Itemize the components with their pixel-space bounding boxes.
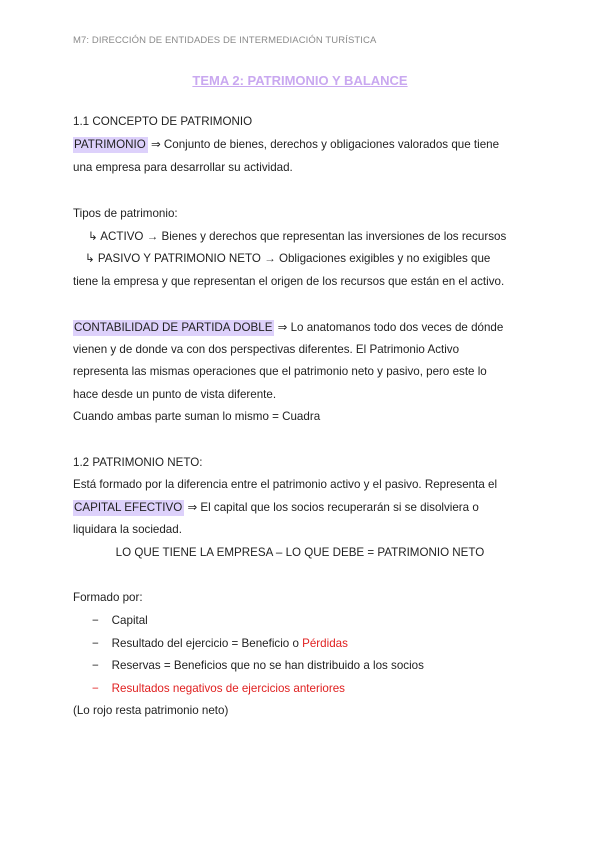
item-negativos: Resultados negativos de ejercicios anteriores (111, 682, 345, 695)
dash-bullet: − (92, 659, 99, 672)
document-header: M7: DIRECCIÓN DE ENTIDADES DE INTERMEDIACIÓN TURÍSTICA (73, 35, 377, 46)
dash-bullet: − (92, 637, 99, 650)
patrimonio-term: PATRIMONIO (74, 138, 146, 151)
list-item (92, 658, 424, 673)
contabilidad-text-5: Cuando ambas parte suman lo mismo = Cuadra (73, 410, 321, 423)
patrimonio-def-text: ⇒ Conjunto de bienes, derechos y obligaciones valorados que tiene (147, 138, 500, 151)
page-title: TEMA 2: PATRIMONIO Y BALANCE (192, 73, 408, 88)
patrimonio-def-line-2: una empresa para desarrollar su actividad. (73, 161, 293, 174)
contabilidad-term: CONTABILIDAD DE PARTIDA DOBLE (74, 321, 273, 334)
neto-text-3: liquidara la sociedad. (73, 523, 182, 536)
dash-bullet: − (92, 682, 99, 695)
list-item (92, 636, 348, 651)
item-resultado: Resultado del ejercicio = Beneficio o (111, 637, 303, 650)
item-capital: Capital (111, 614, 148, 627)
contabilidad-definition (73, 320, 503, 335)
tipos-label: Tipos de patrimonio: (73, 207, 178, 220)
capital-definition (73, 500, 479, 515)
formula-line: LO QUE TIENE LA EMPRESA – LO QUE DEBE = PATRIMONIO NETO (115, 546, 485, 559)
contabilidad-text-3: representa las mismas operaciones que el patrimonio neto y pasivo, pero este lo (73, 365, 487, 378)
neto-text-2: ⇒ El capital que los socios recuperarán si se disolviera o (184, 501, 479, 514)
pasivo-line: ↳ PASIVO Y PATRIMONIO NETO → Obligaciones exigibles y no exigibles que (85, 252, 491, 265)
formado-label: Formado por: (73, 591, 143, 604)
section-heading-neto: 1.2 PATRIMONIO NETO: (73, 456, 203, 469)
patrimonio-definition (73, 137, 499, 152)
pasivo-line-2: tiene la empresa y que representan el origen de los recursos que están en el activo. (73, 275, 505, 288)
list-item (92, 681, 345, 696)
note-line: (Lo rojo resta patrimonio neto) (73, 704, 229, 717)
capital-term: CAPITAL EFECTIVO (74, 501, 183, 514)
contabilidad-text-1: ⇒ Lo anatomanos todo dos veces de dónde (274, 321, 504, 334)
section-heading-concepto: 1.1 CONCEPTO DE PATRIMONIO (73, 115, 253, 128)
contabilidad-text-2: vienen y de donde va con dos perspectivas diferentes. El Patrimonio Activo (73, 343, 460, 356)
contabilidad-text-4: hace desde un punto de vista diferente. (73, 388, 277, 401)
list-item (92, 613, 148, 628)
item-perdidas: Pérdidas (302, 637, 348, 650)
neto-text-1: Está formado por la diferencia entre el patrimonio activo y el pasivo. Representa el (73, 478, 498, 491)
activo-line: ↳ ACTIVO → Bienes y derechos que representan las inversiones de los recursos (88, 230, 507, 243)
item-reservas: Reservas = Beneficios que no se han distribuido a los socios (111, 659, 424, 672)
dash-bullet: − (92, 614, 99, 627)
